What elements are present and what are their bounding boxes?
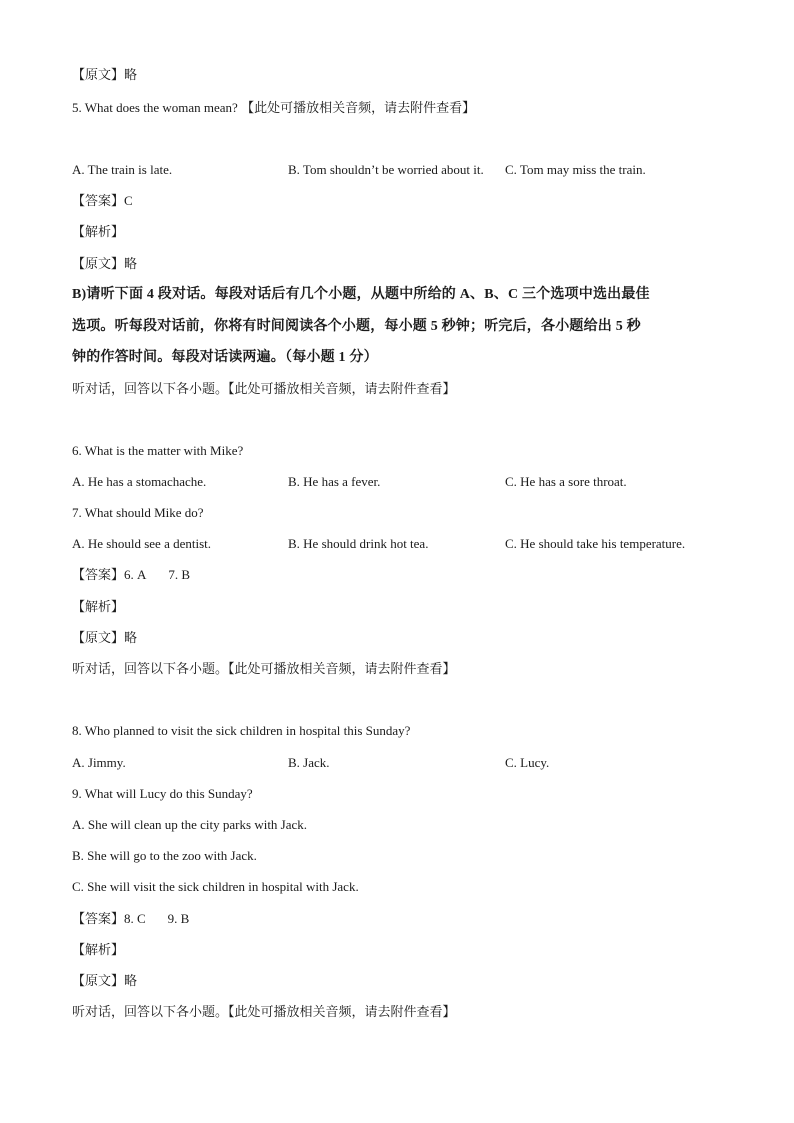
audio-instruction: 听对话，回答以下各小题。【此处可播放相关音频，请去附件查看】 [72, 661, 456, 676]
section-b-instructions-line3: 钟的作答时间。每段对话读两遍。（每小题 1 分） [72, 350, 378, 365]
original-text-label: 【原文】略 [72, 256, 138, 271]
original-text-label: 【原文】略 [72, 973, 138, 988]
q8-option-a: A. Jimmy. [72, 755, 126, 770]
answer-8: 【答案】8. C [72, 911, 146, 926]
answer-9: 9. B [167, 911, 190, 926]
q9-option-c: C. She will visit the sick children in hospital with Jack. [72, 879, 359, 894]
audio-instruction: 听对话，回答以下各小题。【此处可播放相关音频，请去附件查看】 [72, 381, 456, 396]
q6-option-b: B. He has a fever. [288, 474, 381, 489]
q7-option-b: B. He should drink hot tea. [288, 536, 429, 551]
question-8: 8. Who planned to visit the sick children in hospital this Sunday? [72, 723, 411, 738]
q8-option-b: B. Jack. [288, 755, 330, 770]
answer-line-6-7 [72, 566, 190, 584]
q7-option-a: A. He should see a dentist. [72, 536, 212, 551]
q5-option-c: C. Tom may miss the train. [505, 162, 646, 177]
q7-option-c: C. He should take his temperature. [505, 536, 686, 551]
question-6: 6. What is the matter with Mike? [72, 443, 244, 458]
q8-option-c: C. Lucy. [505, 755, 550, 770]
q6-option-a: A. He has a stomachache. [72, 474, 207, 489]
question-7: 7. What should Mike do? [72, 505, 204, 520]
section-b-instructions-line2: 选项。听每段对话前，你将有时间阅读各个小题，每小题 5 秒钟；听完后，各小题给出 5 秒 [72, 319, 641, 334]
section-b-instructions-line1: B)请听下面 4 段对话。每段对话后有几个小题，从题中所给的 A、B、C 三个选项中选出最佳 [72, 287, 650, 302]
q5-option-b: B. Tom shouldn’t be worried about it. [288, 162, 484, 177]
answer-label: 【答案】C [72, 193, 133, 208]
analysis-label: 【解析】 [72, 599, 125, 614]
answer-line-8-9 [72, 910, 189, 928]
analysis-label: 【解析】 [72, 942, 125, 957]
question-5: 5. What does the woman mean? 【此处可播放相关音频，请去附件查看】 [72, 100, 476, 115]
q9-option-a: A. She will clean up the city parks with Jack. [72, 817, 308, 832]
q5-option-a: A. The train is late. [72, 162, 173, 177]
q6-option-c: C. He has a sore throat. [505, 474, 627, 489]
audio-instruction: 听对话，回答以下各小题。【此处可播放相关音频，请去附件查看】 [72, 1004, 456, 1019]
answer-7: 7. B [168, 567, 191, 582]
question-9: 9. What will Lucy do this Sunday? [72, 786, 253, 801]
original-text-label: 【原文】略 [72, 630, 138, 645]
answer-6: 【答案】6. A [72, 567, 147, 582]
original-text-label: 【原文】略 [72, 67, 138, 82]
q9-option-b: B. She will go to the zoo with Jack. [72, 848, 257, 863]
analysis-label: 【解析】 [72, 224, 125, 239]
